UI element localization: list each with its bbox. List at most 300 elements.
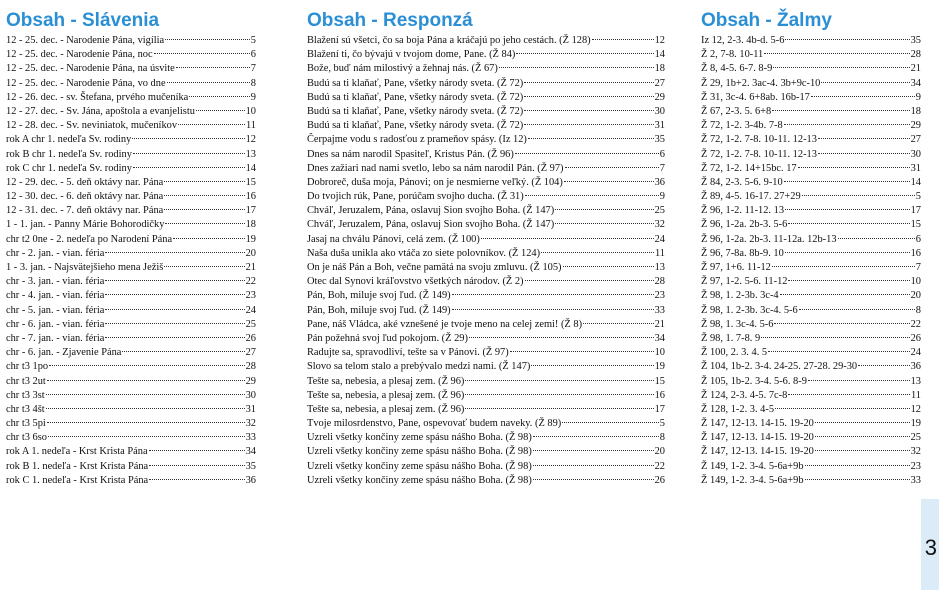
toc-entry-page: 11 (245, 120, 256, 132)
toc-entry (701, 275, 921, 289)
dot-leader (808, 380, 910, 381)
toc-entry (6, 346, 256, 360)
toc-entry-page: 32 (910, 446, 921, 458)
dot-leader (858, 365, 909, 366)
dot-leader (772, 110, 909, 111)
dot-leader (47, 380, 245, 381)
toc-entry (701, 346, 921, 360)
toc-entry-title: Uzreli všetky končiny zeme spásu nášho Boha. (Ž 98) (307, 432, 532, 444)
dot-leader (533, 465, 654, 466)
toc-entry (6, 289, 256, 303)
toc-entry-page: 27 (654, 77, 665, 89)
dot-leader (164, 266, 244, 267)
toc-entry (6, 445, 256, 459)
dot-leader (510, 351, 654, 352)
toc-entry-title: Ž 96, 1-2a. 2b-3. 11-12a. 12b-13 (701, 233, 837, 245)
toc-entry-page: 33 (245, 432, 256, 444)
toc-entry-page: 20 (910, 290, 921, 302)
toc-entry-page: 29 (654, 91, 665, 103)
toc-list-zalmy (701, 34, 921, 488)
toc-entry-page: 12 (245, 134, 256, 146)
toc-entry (701, 431, 921, 445)
toc-entry (6, 91, 256, 105)
dot-leader (524, 82, 653, 83)
dot-leader (764, 53, 909, 54)
toc-entry-title: Ž 149, 1-2. 3-4. 5-6a+9b (701, 460, 804, 472)
toc-entry (701, 204, 921, 218)
toc-entry-page: 8 (915, 304, 921, 316)
toc-entry-title: rok B chr 1. nedeľa Sv. rodiny (6, 148, 132, 160)
dot-leader (773, 67, 909, 68)
dot-leader (838, 238, 915, 239)
dot-leader (524, 96, 653, 97)
toc-entry (6, 247, 256, 261)
toc-entry-title: Ž 67, 2-3. 5. 6+8 (701, 105, 772, 117)
toc-entry (6, 204, 256, 218)
toc-entry (701, 360, 921, 374)
dot-leader (149, 450, 245, 451)
toc-entry (6, 162, 256, 176)
toc-entry (701, 91, 921, 105)
toc-entry-title: Ž 105, 1b-2. 3-4. 5-6. 8-9 (701, 375, 807, 387)
dot-leader (164, 181, 244, 182)
toc-entry (307, 474, 665, 488)
toc-entry (701, 77, 921, 91)
toc-entry (701, 403, 921, 417)
toc-entry-page: 34 (910, 77, 921, 89)
toc-entry-page: 21 (245, 262, 256, 273)
toc-entry (307, 318, 665, 332)
toc-entry-page: 32 (654, 219, 665, 231)
toc-entry (701, 133, 921, 147)
dot-leader (784, 124, 910, 125)
toc-entry-page: 12 (910, 403, 921, 415)
toc-list-slavenia (6, 34, 256, 488)
toc-entry (701, 62, 921, 76)
toc-entry (701, 389, 921, 403)
toc-entry (6, 375, 256, 389)
toc-entry-title: Ž 96, 1-2a. 2b-3. 5-6 (701, 219, 788, 231)
toc-entry-title: rok B 1. nedeľa - Krst Krista Pána (6, 460, 149, 472)
dot-leader (805, 479, 910, 480)
dot-leader (105, 280, 244, 281)
toc-entry-title: 12 - 25. dec. - Narodenie Pána, vo dne (6, 77, 166, 89)
dot-leader (465, 408, 653, 409)
toc-entry (6, 318, 256, 332)
toc-entry (307, 304, 665, 318)
toc-entry-page: 11 (910, 389, 921, 401)
toc-entry-page: 27 (245, 347, 256, 359)
dot-leader (178, 124, 245, 125)
toc-entry (307, 119, 665, 133)
toc-entry-title: Ž 98, 1. 3c-4. 5-6 (701, 318, 774, 330)
dot-leader (48, 436, 245, 437)
toc-entry-title: Ž 84, 2-3. 5-6. 9-10 (701, 176, 783, 188)
dot-leader (105, 294, 244, 295)
toc-entry-title: chr - 6. jan. - Zjavenie Pána (6, 347, 122, 359)
toc-entry-title: chr t2 0ne - 2. nedeľa po Narodení Pána (6, 233, 173, 245)
toc-entry (307, 445, 665, 459)
toc-entry-title: rok A 1. nedeľa - Krst Krista Pána (6, 446, 148, 458)
toc-entry (6, 332, 256, 346)
toc-entry-page: 26 (654, 474, 665, 486)
dot-leader (105, 252, 244, 253)
dot-leader (821, 82, 909, 83)
toc-entry-page: 20 (654, 446, 665, 458)
toc-entry (701, 417, 921, 431)
toc-entry (6, 77, 256, 91)
toc-entry (307, 261, 665, 275)
heading-slavenia: Obsah - Slávenia (6, 10, 160, 31)
toc-entry-page: 23 (654, 290, 665, 302)
toc-entry (307, 48, 665, 62)
toc-entry (6, 133, 256, 147)
dot-leader (761, 337, 909, 338)
toc-entry-title: Ž 97, 1-2. 5-6. 11-12 (701, 276, 788, 288)
toc-entry-page: 10 (245, 105, 256, 117)
toc-entry-page: 31 (910, 162, 921, 174)
dot-leader (774, 323, 909, 324)
dot-leader (815, 450, 910, 451)
toc-entry-title: On je náš Pán a Boh, večne pamätá na svoju zmluvu. (Ž 105) (307, 262, 562, 273)
toc-entry-title: Ž 72, 1-2. 7-8. 10-11. 12-13 (701, 148, 817, 160)
toc-entry-title: Ž 72, 1-2. 3-4b. 7-8 (701, 120, 783, 132)
toc-entry-page: 13 (654, 262, 665, 273)
dot-leader (49, 365, 244, 366)
dot-leader (528, 138, 654, 139)
toc-entry (307, 204, 665, 218)
toc-entry (307, 148, 665, 162)
toc-entry-title: 12 - 27. dec. - Sv. Jána, apoštola a evanjelistu (6, 105, 195, 117)
toc-entry-page: 20 (245, 247, 256, 259)
dot-leader (541, 252, 654, 253)
toc-entry (701, 190, 921, 204)
toc-entry (701, 233, 921, 247)
toc-entry-title: Radujte sa, spravodliví, tešte sa v Pánovi. (Ž 97) (307, 347, 509, 359)
toc-entry-title: Budú sa ti klaňať, Pane, všetky národy sveta. (Ž 72) (307, 77, 524, 89)
toc-entry-page: 11 (654, 247, 665, 259)
toc-entry-title: rok C 1. nedeľa - Krst Krista Pána (6, 474, 149, 486)
dot-leader (811, 96, 915, 97)
heading-zalmy: Obsah - Žalmy (701, 10, 832, 31)
toc-entry-title: 12 - 25. dec. - Narodenie Pána, noc (6, 49, 153, 61)
dot-leader (524, 124, 653, 125)
toc-entry-page: 9 (250, 91, 256, 103)
toc-entry-title: chr - 4. jan. - vian. féria (6, 290, 105, 302)
toc-entry-page: 30 (654, 105, 665, 117)
toc-entry-page: 25 (654, 205, 665, 217)
toc-entry (307, 105, 665, 119)
toc-entry (6, 304, 256, 318)
toc-entry-page: 32 (245, 418, 256, 430)
toc-entry (307, 162, 665, 176)
toc-entry-page: 13 (910, 375, 921, 387)
toc-entry-page: 10 (910, 276, 921, 288)
toc-entry-title: Ž 72, 1-2. 14+15bc. 17 (701, 162, 797, 174)
toc-entry-title: 12 - 29. dec. - 5. deň oktávy nar. Pána (6, 176, 164, 188)
toc-entry (307, 133, 665, 147)
dot-leader (785, 252, 910, 253)
dot-leader (583, 323, 654, 324)
toc-entry-title: Tešte sa, nebesia, a plesaj zem. (Ž 96) (307, 403, 465, 415)
toc-entry (307, 190, 665, 204)
dot-leader (592, 39, 654, 40)
dot-leader (555, 223, 653, 224)
toc-entry-title: Iz 12, 2-3. 4b-d. 5-6 (701, 35, 785, 46)
toc-entry-page: 19 (654, 361, 665, 373)
toc-entry-title: Ž 147, 12-13. 14-15. 19-20 (701, 432, 814, 444)
toc-entry-title: Dnes sa nám narodil Spasiteľ, Kristus Pán. (Ž 96) (307, 148, 514, 160)
toc-entry (307, 460, 665, 474)
toc-entry-title: Slovo sa telom stalo a prebývalo medzi nami. (Ž 147) (307, 361, 531, 373)
toc-entry (6, 360, 256, 374)
dot-leader (516, 53, 653, 54)
toc-entry (307, 417, 665, 431)
dot-leader (798, 167, 910, 168)
toc-entry-page: 33 (654, 304, 665, 316)
toc-entry (701, 218, 921, 232)
toc-entry-title: Otec dal Synovi kráľovstvo všetkých národov. (Ž 2) (307, 276, 524, 288)
toc-entry-title: Ž 124, 2-3. 4-5. 7c-8 (701, 389, 788, 401)
toc-entry-title: Uzreli všetky končiny zeme spásu nášho Boha. (Ž 98) (307, 446, 532, 458)
toc-entry-page: 28 (910, 49, 921, 61)
toc-entry-page: 12 (654, 35, 665, 46)
dot-leader (533, 479, 654, 480)
toc-entry-title: 12 - 30. dec. - 6. deň oktávy nar. Pána (6, 191, 164, 203)
toc-entry-page: 24 (910, 347, 921, 359)
toc-entry (701, 460, 921, 474)
toc-entry-title: chr t3 3st (6, 389, 45, 401)
column-zalmy (701, 8, 921, 488)
toc-entry-page: 6 (915, 233, 921, 245)
toc-entry-title: 12 - 31. dec. - 7. deň oktávy nar. Pána (6, 205, 164, 217)
toc-entry (701, 304, 921, 318)
toc-entry-page: 16 (654, 389, 665, 401)
toc-entry-title: Pán, Boh, miluje svoj ľud. (Ž 149) (307, 290, 451, 302)
toc-entry-title: 12 - 25. dec. - Narodenie Pána, na úsvite (6, 63, 175, 75)
dot-leader (465, 380, 653, 381)
dot-leader (154, 53, 250, 54)
toc-entry (701, 247, 921, 261)
toc-entry (307, 389, 665, 403)
toc-entry (6, 460, 256, 474)
dot-leader (46, 394, 245, 395)
toc-entry-title: rok C chr 1. nedeľa Sv. rodiny (6, 162, 132, 174)
toc-entry (701, 162, 921, 176)
toc-entry-page: 35 (910, 35, 921, 46)
toc-entry (701, 318, 921, 332)
toc-entry-page: 31 (245, 403, 256, 415)
toc-entry-title: Dnes zažiari nad nami svetlo, lebo sa nám narodil Pán. (Ž 97) (307, 162, 564, 174)
dot-leader (167, 82, 250, 83)
dot-leader (815, 422, 910, 423)
toc-entry-page: 28 (654, 276, 665, 288)
toc-entry-page: 22 (245, 276, 256, 288)
toc-entry (701, 105, 921, 119)
toc-entry (307, 289, 665, 303)
dot-leader (563, 266, 654, 267)
dot-leader (196, 110, 245, 111)
toc-entry-page: 9 (915, 91, 921, 103)
dot-leader (133, 167, 245, 168)
toc-entry (307, 77, 665, 91)
toc-entry (701, 34, 921, 48)
dot-leader (785, 39, 909, 40)
toc-entry-page: 29 (910, 120, 921, 132)
toc-entry (307, 346, 665, 360)
toc-entry-title: Ž 98, 1. 2-3b. 3c-4 (701, 290, 779, 302)
dot-leader (105, 323, 244, 324)
dot-leader (469, 337, 654, 338)
toc-entry-title: chr - 3. jan. - vian. féria (6, 276, 105, 288)
toc-entry-page: 35 (245, 460, 256, 472)
toc-entry-title: Ž 8, 4-5. 6-7. 8-9 (701, 63, 773, 75)
dot-leader (815, 436, 910, 437)
toc-entry-page: 18 (245, 219, 256, 231)
toc-entry (6, 275, 256, 289)
dot-leader (47, 422, 245, 423)
dot-leader (105, 337, 244, 338)
toc-entry-page: 5 (659, 418, 665, 430)
dot-leader (533, 450, 654, 451)
toc-entry (6, 417, 256, 431)
toc-entry-page: 8 (250, 77, 256, 89)
toc-entry-title: Ž 98, 1. 2-3b. 3c-4. 5-6 (701, 304, 798, 316)
toc-entry-title: Ž 149, 1-2. 3-4. 5-6a+9b (701, 474, 804, 486)
dot-leader (525, 280, 654, 281)
toc-entry-title: Uzreli všetky končiny zeme spásu nášho Boha. (Ž 98) (307, 474, 532, 486)
toc-entry-title: Naša duša unikla ako vtáča zo siete polovníkov. (Ž 124) (307, 247, 541, 259)
toc-entry-page: 13 (245, 148, 256, 160)
toc-entry-title: Budú sa ti klaňať, Pane, všetky národy sveta. (Ž 72) (307, 120, 524, 132)
dot-leader (802, 195, 915, 196)
toc-entry-title: Budú sa ti klaňať, Pane, všetky národy sveta. (Ž 72) (307, 91, 524, 103)
dot-leader (775, 408, 910, 409)
toc-entry (6, 119, 256, 133)
toc-entry-page: 16 (910, 247, 921, 259)
dot-leader (525, 195, 659, 196)
toc-entry-title: Tešte sa, nebesia, a plesaj zem. (Ž 96) (307, 389, 465, 401)
toc-entry-page: 15 (245, 176, 256, 188)
toc-entry-page: 21 (654, 318, 665, 330)
toc-entry-title: Ž 96, 1-2. 11-12. 13 (701, 205, 785, 217)
dot-leader (565, 167, 659, 168)
toc-entry-page: 22 (910, 318, 921, 330)
toc-entry-page: 7 (915, 262, 921, 273)
toc-entry-title: Dobroreč, duša moja, Pánovi; on je nesmierne veľký. (Ž 104) (307, 176, 563, 188)
toc-entry (307, 233, 665, 247)
column-slavenia (6, 8, 256, 488)
dot-leader (555, 209, 653, 210)
toc-entry-title: rok A chr 1. nedeľa Sv. rodiny (6, 134, 132, 146)
dot-leader (105, 309, 244, 310)
dot-leader (768, 351, 910, 352)
dot-leader (788, 280, 909, 281)
dot-leader (176, 67, 250, 68)
dot-leader (533, 436, 659, 437)
toc-entry (307, 218, 665, 232)
toc-entry-page: 7 (250, 63, 256, 75)
dot-leader (788, 223, 909, 224)
toc-entry (701, 474, 921, 488)
toc-entry-title: Ž 2, 7-8. 10-11 (701, 49, 764, 61)
dot-leader (481, 238, 654, 239)
toc-entry-title: 12 - 28. dec. - Sv. neviniatok, mučeníkov (6, 120, 178, 132)
toc-entry (6, 474, 256, 488)
toc-entry-page: 36 (245, 474, 256, 486)
toc-entry-title: chr - 6. jan. - vian. féria (6, 318, 105, 330)
toc-entry-title: Ž 97, 1+6. 11-12 (701, 262, 771, 273)
toc-entry-page: 34 (654, 332, 665, 344)
toc-entry-title: 12 - 25. dec. - Narodenie Pána, vigília (6, 35, 165, 46)
toc-entry-page: 9 (659, 191, 665, 203)
toc-entry-page: 17 (654, 403, 665, 415)
toc-entry-page: 24 (245, 304, 256, 316)
toc-entry-page: 7 (659, 162, 665, 174)
toc-entry-title: Jasaj na chválu Pánovi, celá zem. (Ž 100) (307, 233, 480, 245)
toc-entry-title: Budú sa ti klaňať, Pane, všetky národy sveta. (Ž 72) (307, 105, 524, 117)
toc-entry-page: 5 (915, 191, 921, 203)
toc-entry-title: Pán požehná svoj ľud pokojom. (Ž 29) (307, 332, 468, 344)
toc-entry (6, 431, 256, 445)
toc-entry-title: Ž 31, 3c-4. 6+8ab. 16b-17 (701, 91, 810, 103)
toc-entry-page: 35 (654, 134, 665, 146)
dot-leader (465, 394, 653, 395)
toc-entry-page: 24 (654, 233, 665, 245)
toc-entry-title: chr t3 2ut (6, 375, 46, 387)
toc-entry-title: Ž 96, 7-8a. 8b-9. 10 (701, 247, 784, 259)
toc-entry-page: 17 (910, 205, 921, 217)
toc-entry-page: 18 (654, 63, 665, 75)
toc-entry-title: Ž 104, 1b-2. 3-4. 24-25. 27-28. 29-30 (701, 361, 858, 373)
dot-leader (564, 181, 654, 182)
dot-leader (788, 394, 910, 395)
toc-entry-title: Ž 100, 2. 3. 4. 5 (701, 347, 768, 359)
toc-entry-page: 25 (910, 432, 921, 444)
dot-leader (165, 39, 250, 40)
toc-entry (6, 148, 256, 162)
toc-entry (307, 247, 665, 261)
dot-leader (499, 67, 654, 68)
dot-leader (515, 153, 659, 154)
toc-entry (6, 233, 256, 247)
toc-entry (307, 360, 665, 374)
dot-leader (805, 465, 910, 466)
dot-leader (165, 223, 244, 224)
toc-entry-title: Chváľ, Jeruzalem, Pána, oslavuj Sion svojho Boha. (Ž 147) (307, 205, 555, 217)
toc-entry (701, 119, 921, 133)
toc-entry-page: 33 (910, 474, 921, 486)
toc-entry-title: chr t3 5pi (6, 418, 46, 430)
heading-responza: Obsah - Responzá (307, 10, 473, 31)
dot-leader (149, 465, 244, 466)
toc-entry-page: 34 (245, 446, 256, 458)
toc-entry-title: Do tvojich rúk, Pane, porúčam svojho ducha. (Ž 31) (307, 191, 524, 203)
dot-leader (799, 309, 915, 310)
toc-entry-page: 26 (245, 332, 256, 344)
toc-entry (307, 403, 665, 417)
toc-entry (6, 261, 256, 275)
toc-entry (307, 275, 665, 289)
toc-entry-page: 5 (250, 35, 256, 46)
toc-entry-page: 10 (654, 347, 665, 359)
dot-leader (818, 138, 910, 139)
toc-entry (701, 332, 921, 346)
toc-entry-title: Ž 29, 1b+2. 3ac-4. 3b+9c-10 (701, 77, 821, 89)
toc-entry-title: Tvoje milosrdenstvo, Pane, ospevovať budem naveky. (Ž 89) (307, 418, 562, 430)
toc-entry-title: Pán, Boh, miluje svoj ľud. (Ž 149) (307, 304, 451, 316)
toc-entry-title: 12 - 26. dec. - sv. Štefana, prvého mučeníka (6, 91, 189, 103)
